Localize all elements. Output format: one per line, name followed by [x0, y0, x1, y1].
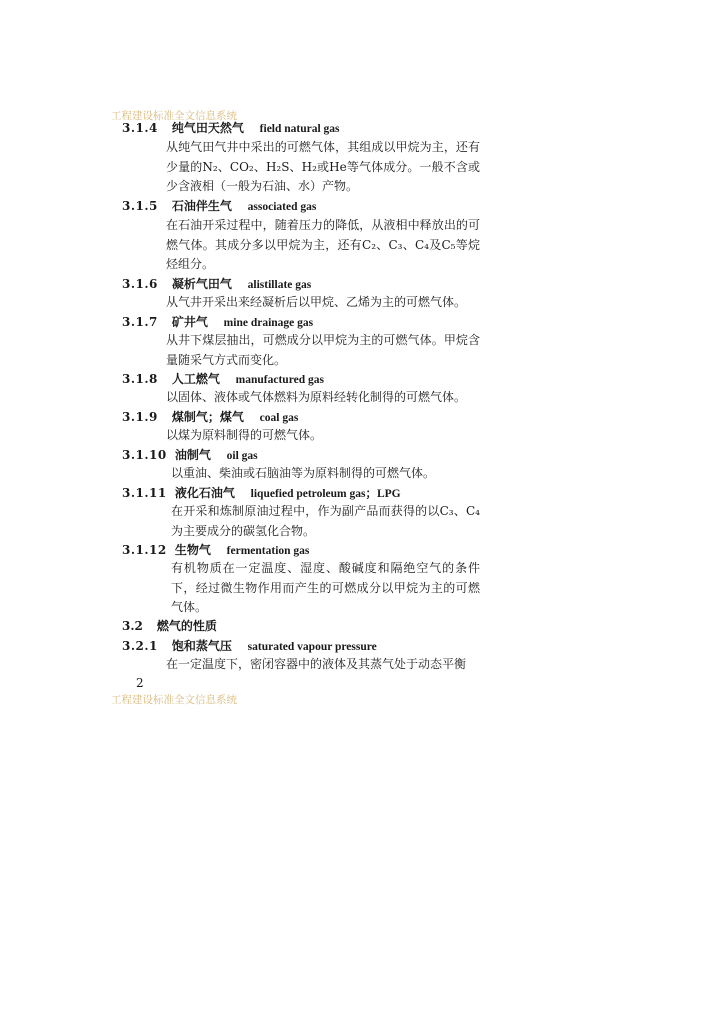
watermark-bottom: 工程建设标准全文信息系统 [111, 694, 237, 706]
term-title-zh: 生物气 [174, 543, 211, 557]
term-number: 3.2.1 [122, 639, 158, 653]
term-number: 3.1.12 [122, 543, 167, 557]
term-title-en: coal gas [259, 412, 299, 424]
term-title-zh: 液化石油气 [174, 486, 235, 500]
term-definition: 在开采和炼制原油过程中，作为副产品而获得的以C₃、C₄为主要成分的碳氢化合物。 [171, 504, 480, 538]
term-number: 3.1.4 [122, 121, 158, 135]
term-title-en: fermentation gas [226, 545, 310, 557]
term-heading-3-1-8 [122, 369, 492, 389]
term-definition: 在石油开采过程中，随着压力的降低，从液相中释放出的可燃气体。其成分多以甲烷为主，还有C₂、C₃、C₄及C₅等烷烃组分。 [166, 218, 480, 272]
term-title-en: oil gas [226, 450, 258, 462]
term-definition: 从井下煤层抽出，可燃成分以甲烷为主的可燃气体。甲烷含量随采气方式而变化。 [166, 333, 480, 367]
term-definition: 以固体、液体或气体燃料为原料经转化制得的可燃气体。 [166, 390, 467, 404]
term-definition: 以煤为原料制得的可燃气体。 [166, 428, 323, 442]
page-number: 2 [136, 676, 144, 690]
term-definition: 以重油、柴油或石脑油等为原料制得的可燃气体。 [171, 466, 436, 480]
term-number: 3.1.11 [122, 486, 167, 500]
term-definition: 在一定温度下，密闭容器中的液体及其蒸气处于动态平衡 [166, 657, 467, 671]
term-number: 3.1.7 [122, 315, 158, 329]
term-title-en: alistillate gas [247, 279, 312, 291]
term-number: 3.1.5 [122, 199, 158, 213]
term-heading-3-1-12 [122, 540, 492, 560]
term-title-en: saturated vapour pressure [247, 641, 377, 653]
term-title-zh: 矿井气 [171, 315, 208, 329]
term-heading-3-1-4 [122, 118, 492, 138]
term-number: 3.1.6 [122, 277, 158, 291]
term-title-zh: 人工燃气 [171, 372, 220, 386]
term-definition: 有机物质在一定温度、湿度、酸碱度和隔绝空气的条件下，经过微生物作用而产生的可燃成分以甲烷为主的可燃气体。 [171, 561, 480, 615]
term-heading-3-1-7 [122, 312, 492, 332]
term-number: 3.1.9 [122, 410, 158, 424]
term-title-zh: 饱和蒸气压 [171, 639, 232, 653]
term-heading-3-1-6 [122, 274, 492, 294]
section-heading-3-2 [122, 616, 217, 636]
term-definition: 从气井开采出来经凝析后以甲烷、乙烯为主的可燃气体。 [166, 295, 467, 309]
term-title-zh: 油制气 [174, 448, 211, 462]
section-number: 3.2 [122, 619, 143, 633]
term-heading-3-1-9 [122, 407, 492, 427]
term-title-en: field natural gas [259, 123, 340, 135]
term-title-en: liquefied petroleum gas；LPG [250, 488, 401, 500]
term-title-zh: 煤制气；煤气 [171, 410, 244, 424]
watermark-top: 工程建设标准全文信息系统 [111, 110, 237, 122]
term-title-zh: 纯气田天然气 [171, 121, 244, 135]
term-heading-3-1-5 [122, 196, 492, 216]
term-heading-3-1-10 [122, 445, 492, 465]
term-title-zh: 凝析气田气 [171, 277, 232, 291]
term-number: 3.1.10 [122, 448, 167, 462]
term-title-en: associated gas [247, 201, 317, 213]
term-definition: 从纯气田气井中采出的可燃气体，其组成以甲烷为主，还有少量的N₂、CO₂、H₂S、H₂或He等气体成分。一般不含或少含液相（一般为石油、水）产物。 [166, 140, 480, 194]
term-title-en: manufactured gas [235, 374, 324, 386]
section-title: 燃气的性质 [156, 619, 217, 633]
term-number: 3.1.8 [122, 372, 158, 386]
term-heading-3-1-11 [122, 483, 492, 503]
term-heading-3-2-1 [122, 636, 492, 656]
term-title-en: mine drainage gas [223, 317, 314, 329]
term-title-zh: 石油伴生气 [171, 199, 232, 213]
